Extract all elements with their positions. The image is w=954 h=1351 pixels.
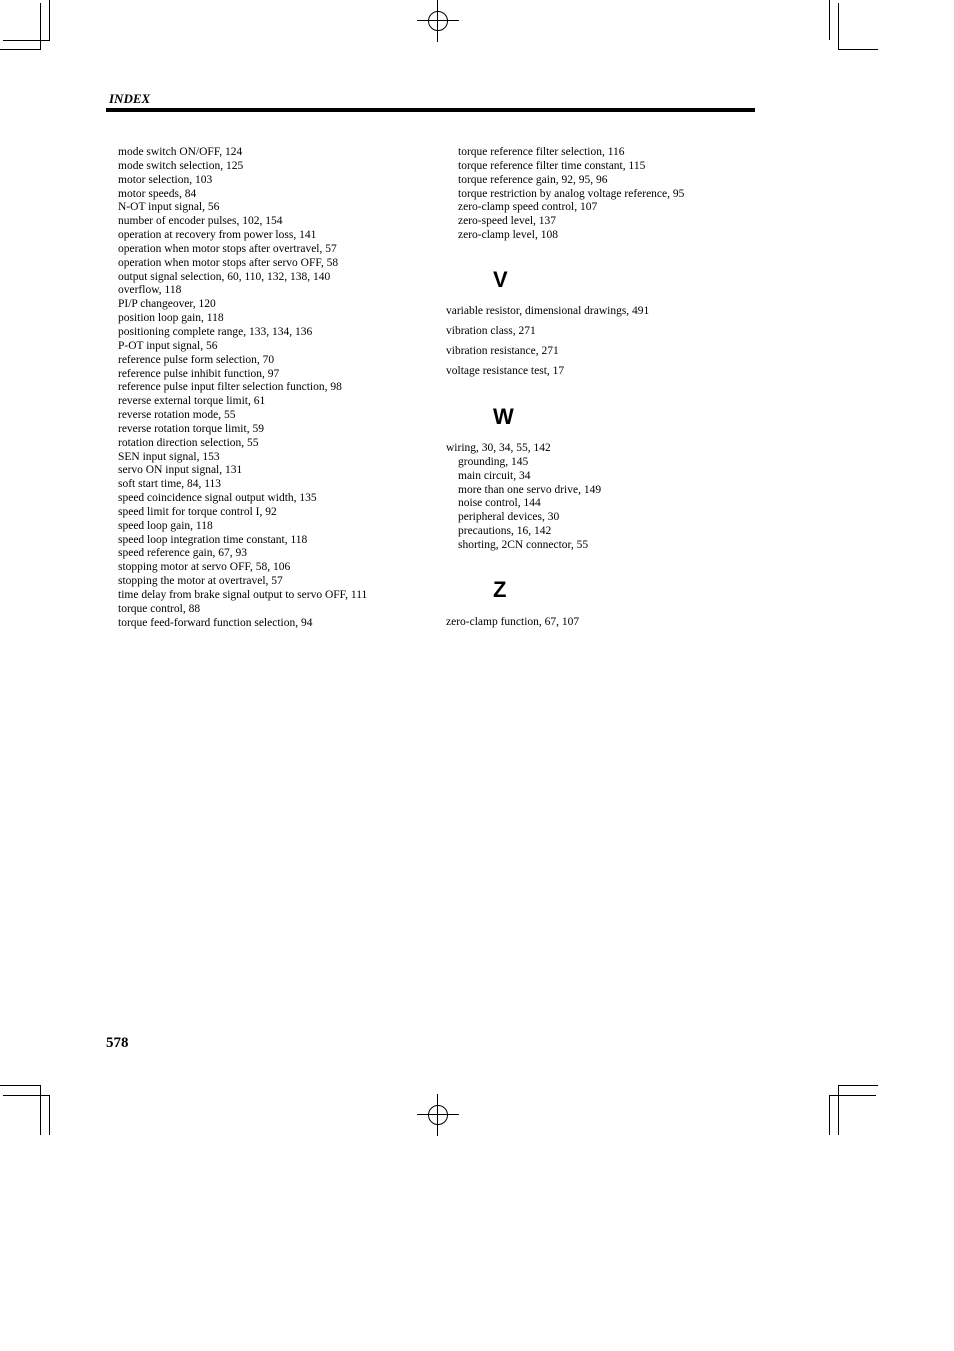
registration-mark-icon [425,1102,451,1128]
index-entry: operation when motor stops after overtravel, 57 [118,242,337,255]
index-entry: positioning complete range, 133, 134, 136 [118,325,313,338]
index-entry: speed reference gain, 67, 93 [118,547,247,560]
crop-mark [838,1085,839,1135]
index-subentry: peripheral devices, 30 [458,511,560,524]
index-entry: vibration class, 271 [446,324,536,337]
index-entry: reverse rotation mode, 55 [118,409,236,422]
index-entry: speed loop integration time constant, 118 [118,533,308,546]
index-entry: reference pulse inhibit function, 97 [118,367,280,380]
section-w-entries [446,442,601,553]
header-rule [106,108,755,112]
index-entry: zero-clamp function, 67, 107 [446,616,580,628]
index-entry: output signal selection, 60, 110, 132, 138, 140 [118,270,331,283]
section-letter-w: W [493,404,514,429]
index-entry: vibration resistance, 271 [446,344,559,357]
crop-mark [838,49,878,50]
index-entry: mode switch ON/OFF, 124 [118,146,243,158]
index-entry: reference pulse form selection, 70 [118,353,275,366]
crop-mark [829,0,830,40]
index-entry: PI/P changeover, 120 [118,298,216,311]
index-subentry: more than one servo drive, 149 [458,483,602,496]
section-v-entries [446,305,649,385]
index-entry: operation at recovery from power loss, 141 [118,229,317,242]
crop-mark [829,1095,830,1135]
index-entry: motor selection, 103 [118,173,213,186]
index-entry: reverse external torque limit, 61 [118,395,266,408]
index-entry: number of encoder pulses, 102, 154 [118,215,283,228]
crop-mark [40,3,41,50]
index-entry: torque reference filter selection, 116 [458,146,625,158]
index-entry: speed loop gain, 118 [118,519,213,532]
crop-mark [3,40,50,41]
index-subentry: main circuit, 34 [458,469,531,482]
section-letter-v: V [493,267,508,292]
index-entry: speed coincidence signal output width, 135 [118,492,317,505]
crop-mark [40,1085,41,1135]
index-subentry: noise control, 144 [458,497,541,510]
section-letter-z: Z [493,577,507,602]
index-entry: position loop gain, 118 [118,312,224,325]
index-entry: reference pulse input filter selection function, 98 [118,381,342,394]
index-subentry: shorting, 2CN connector, 55 [458,538,589,551]
section-z-entries [446,616,579,636]
index-entry: torque control, 88 [118,602,201,615]
crop-mark [829,1095,876,1096]
crop-mark [49,1095,50,1135]
index-entry: speed limit for torque control I, 92 [118,505,277,518]
index-entry: torque reference gain, 92, 95, 96 [458,173,608,186]
index-entry: variable resistor, dimensional drawings, 491 [446,305,650,317]
index-entry: zero-clamp level, 108 [458,229,558,242]
index-entry: P-OT input signal, 56 [118,339,218,352]
page-number: 578 [106,1035,129,1051]
index-entry: overflow, 118 [118,284,182,297]
index-entry: N-OT input signal, 56 [118,201,220,214]
index-entry: stopping the motor at overtravel, 57 [118,575,283,588]
index-subentry: grounding, 145 [458,455,529,468]
index-entry: rotation direction selection, 55 [118,436,259,449]
index-entry: torque feed-forward function selection, 94 [118,616,313,629]
index-subentry: precautions, 16, 142 [458,525,552,538]
index-entry: soft start time, 84, 113 [118,478,222,491]
running-header: INDEX [109,91,151,106]
registration-mark-icon [425,8,451,34]
index-entry: SEN input signal, 153 [118,450,220,463]
index-entry: wiring, 30, 34, 55, 142 [446,442,551,454]
index-left-column [118,146,367,631]
index-right-continuation [458,146,684,243]
crop-mark [0,49,40,50]
crop-mark [0,1085,40,1086]
crop-mark [3,1095,50,1096]
crop-mark [838,3,839,50]
index-entry: zero-speed level, 137 [458,215,557,228]
index-entry: voltage resistance test, 17 [446,364,565,377]
index-entry: mode switch selection, 125 [118,159,244,172]
index-entry: torque reference filter time constant, 115 [458,159,646,172]
index-entry: operation when motor stops after servo OFF, 58 [118,256,339,269]
index-entry: torque restriction by analog voltage reference, 95 [458,187,685,200]
index-entry: stopping motor at servo OFF, 58, 106 [118,561,291,574]
crop-mark [49,0,50,40]
index-entry: zero-clamp speed control, 107 [458,201,598,214]
index-entry: motor speeds, 84 [118,187,197,200]
index-entry: reverse rotation torque limit, 59 [118,422,264,435]
index-entry: servo ON input signal, 131 [118,464,243,477]
crop-mark [838,1085,878,1086]
index-entry: time delay from brake signal output to servo OFF, 111 [118,589,368,601]
